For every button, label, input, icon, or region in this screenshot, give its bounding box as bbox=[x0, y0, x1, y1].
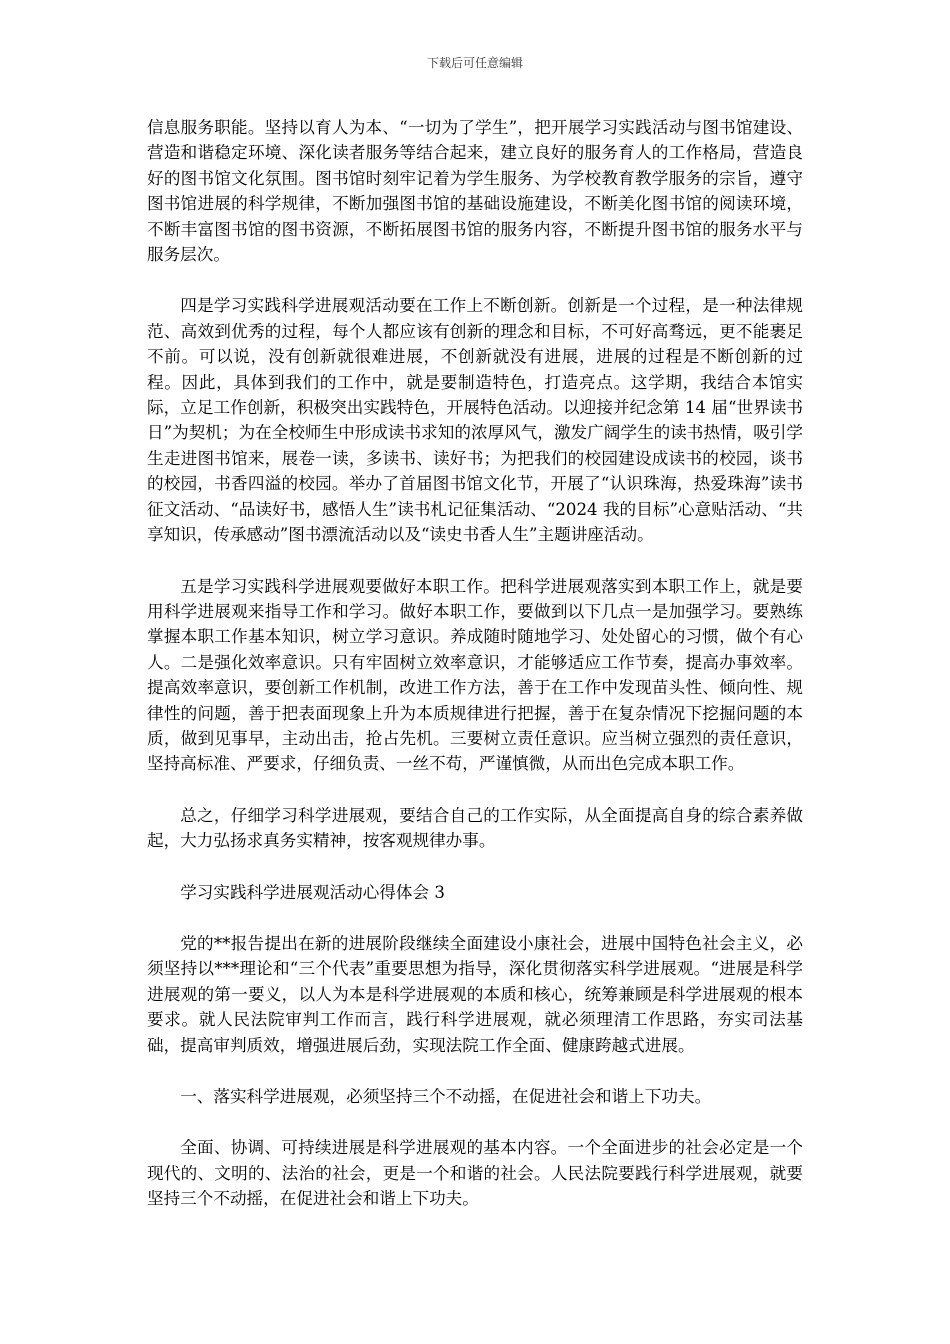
paragraph-report: 党的**报告提出在新的进展阶段继续全面建设小康社会，进展中国特色社会主义，必须坚持以***理论和“三个代表”重要思想为指导，深化贯彻落实科学进展观。“进展是科学进展观的第一要义，以人为本是科学进展观的本质和核心，统筹兼顾是科学进展观的根本要求。就人民法院审判工作而言，践行科学进展观，就必须理清工作思路，夯实司法基础，提高审判质效，增强进展后劲，实现法院工作全面、健康跨越式进展。 bbox=[147, 933, 803, 1055]
paragraph-innovation: 四是学习实践科学进展观活动要在工作上不断创新。创新是一个过程，是一种法律规范、高效到优秀的过程，每个人都应该有创新的理念和目标，不可好高骛远，更不能裹足不前。可以说，没有创新就很难进展，不创新就没有进展，进展的过程是不断创新的过程。因此，具体到我们的工作中，就是要制造特色，打造亮点。这学期，我结合本馆实际，立足工作创新，积极突出实践特色，开展特色活动。以迎接并纪念第 14 届“世界读书日”为契机；为在全校师生中形成读书求知的浓厚风气，激发广阔学生的读书热情，吸引学生走进图书馆来，展卷一读，多读书、读好书；为把我们的校园建设成读书的校园，谈书的校园，书香四溢的校园。举办了首届图书馆文化节，开展了“认识珠海，热爱珠海”读书征文活动、“品读好书，感悟人生”读书札记征集活动、“2024 我的目标”心意贴活动、“共享知识，传承感动”图书漂流活动以及“读史书香人生”主题讲座活动。 bbox=[147, 296, 803, 545]
document-body bbox=[147, 115, 803, 1238]
page-header: 下载后可任意编辑 bbox=[426, 56, 523, 70]
paragraph-summary: 总之，仔细学习科学进展观，要结合自己的工作实际，从全面提高自身的综合素养做起，大力弘扬求真务实精神，按客观规律办事。 bbox=[147, 805, 803, 851]
paragraph-duty: 五是学习实践科学进展观要做好本职工作。把科学进展观落实到本职工作上，就是要用科学进展观来指导工作和学习。做好本职工作，要做到以下几点一是加强学习。要熟练掌握本职工作基本知识，树立学习意识。养成随时随地学习、处处留心的习惯，做个有心人。二是强化效率意识。只有牢固树立效率意识，才能够适应工作节奏，提高办事效率。提高效率意识，要创新工作机制，改进工作方法，善于在工作中发现苗头性、倾向性、规律性的问题，善于把表面现象上升为本质规律进行把握，善于在复杂情况下挖掘问题的本质，做到见事早，主动出击，抢占先机。三要树立责任意识。应当树立强烈的责任意识，坚持高标准、严要求，仔细负责、一丝不苟，严谨慎微，从而出色完成本职工作。 bbox=[147, 576, 803, 774]
section-heading: 学习实践科学进展观活动心得体会 3 bbox=[180, 882, 445, 902]
paragraph-continued: 信息服务职能。坚持以育人为本、“一切为了学生”，把开展学习实践活动与图书馆建设、营造和谐稳定环境、深化读者服务等结合起来，建立良好的服务育人的工作格局，营造良好的图书馆文化氛围。图书馆时刻牢记着为学生服务、为学校教育教学服务的宗旨，遵守图书馆进展的科学规律，不断加强图书馆的基础设施建设，不断美化图书馆的阅读环境，不断丰富图书馆的图书资源，不断拓展图书馆的服务内容，不断提升图书馆的服务水平与服务层次。 bbox=[147, 118, 803, 265]
paragraph-harmony: 全面、协调、可持续进展是科学进展观的基本内容。一个全面进步的社会必定是一个现代的、文明的、法治的社会，更是一个和谐的社会。人民法院要践行科学进展观，就要坚持三个不动摇，在促进社会和谐上下功夫。 bbox=[147, 1138, 803, 1209]
paragraph-point-one: 一、落实科学进展观，必须坚持三个不动摇，在促进社会和谐上下功夫。 bbox=[180, 1087, 712, 1106]
